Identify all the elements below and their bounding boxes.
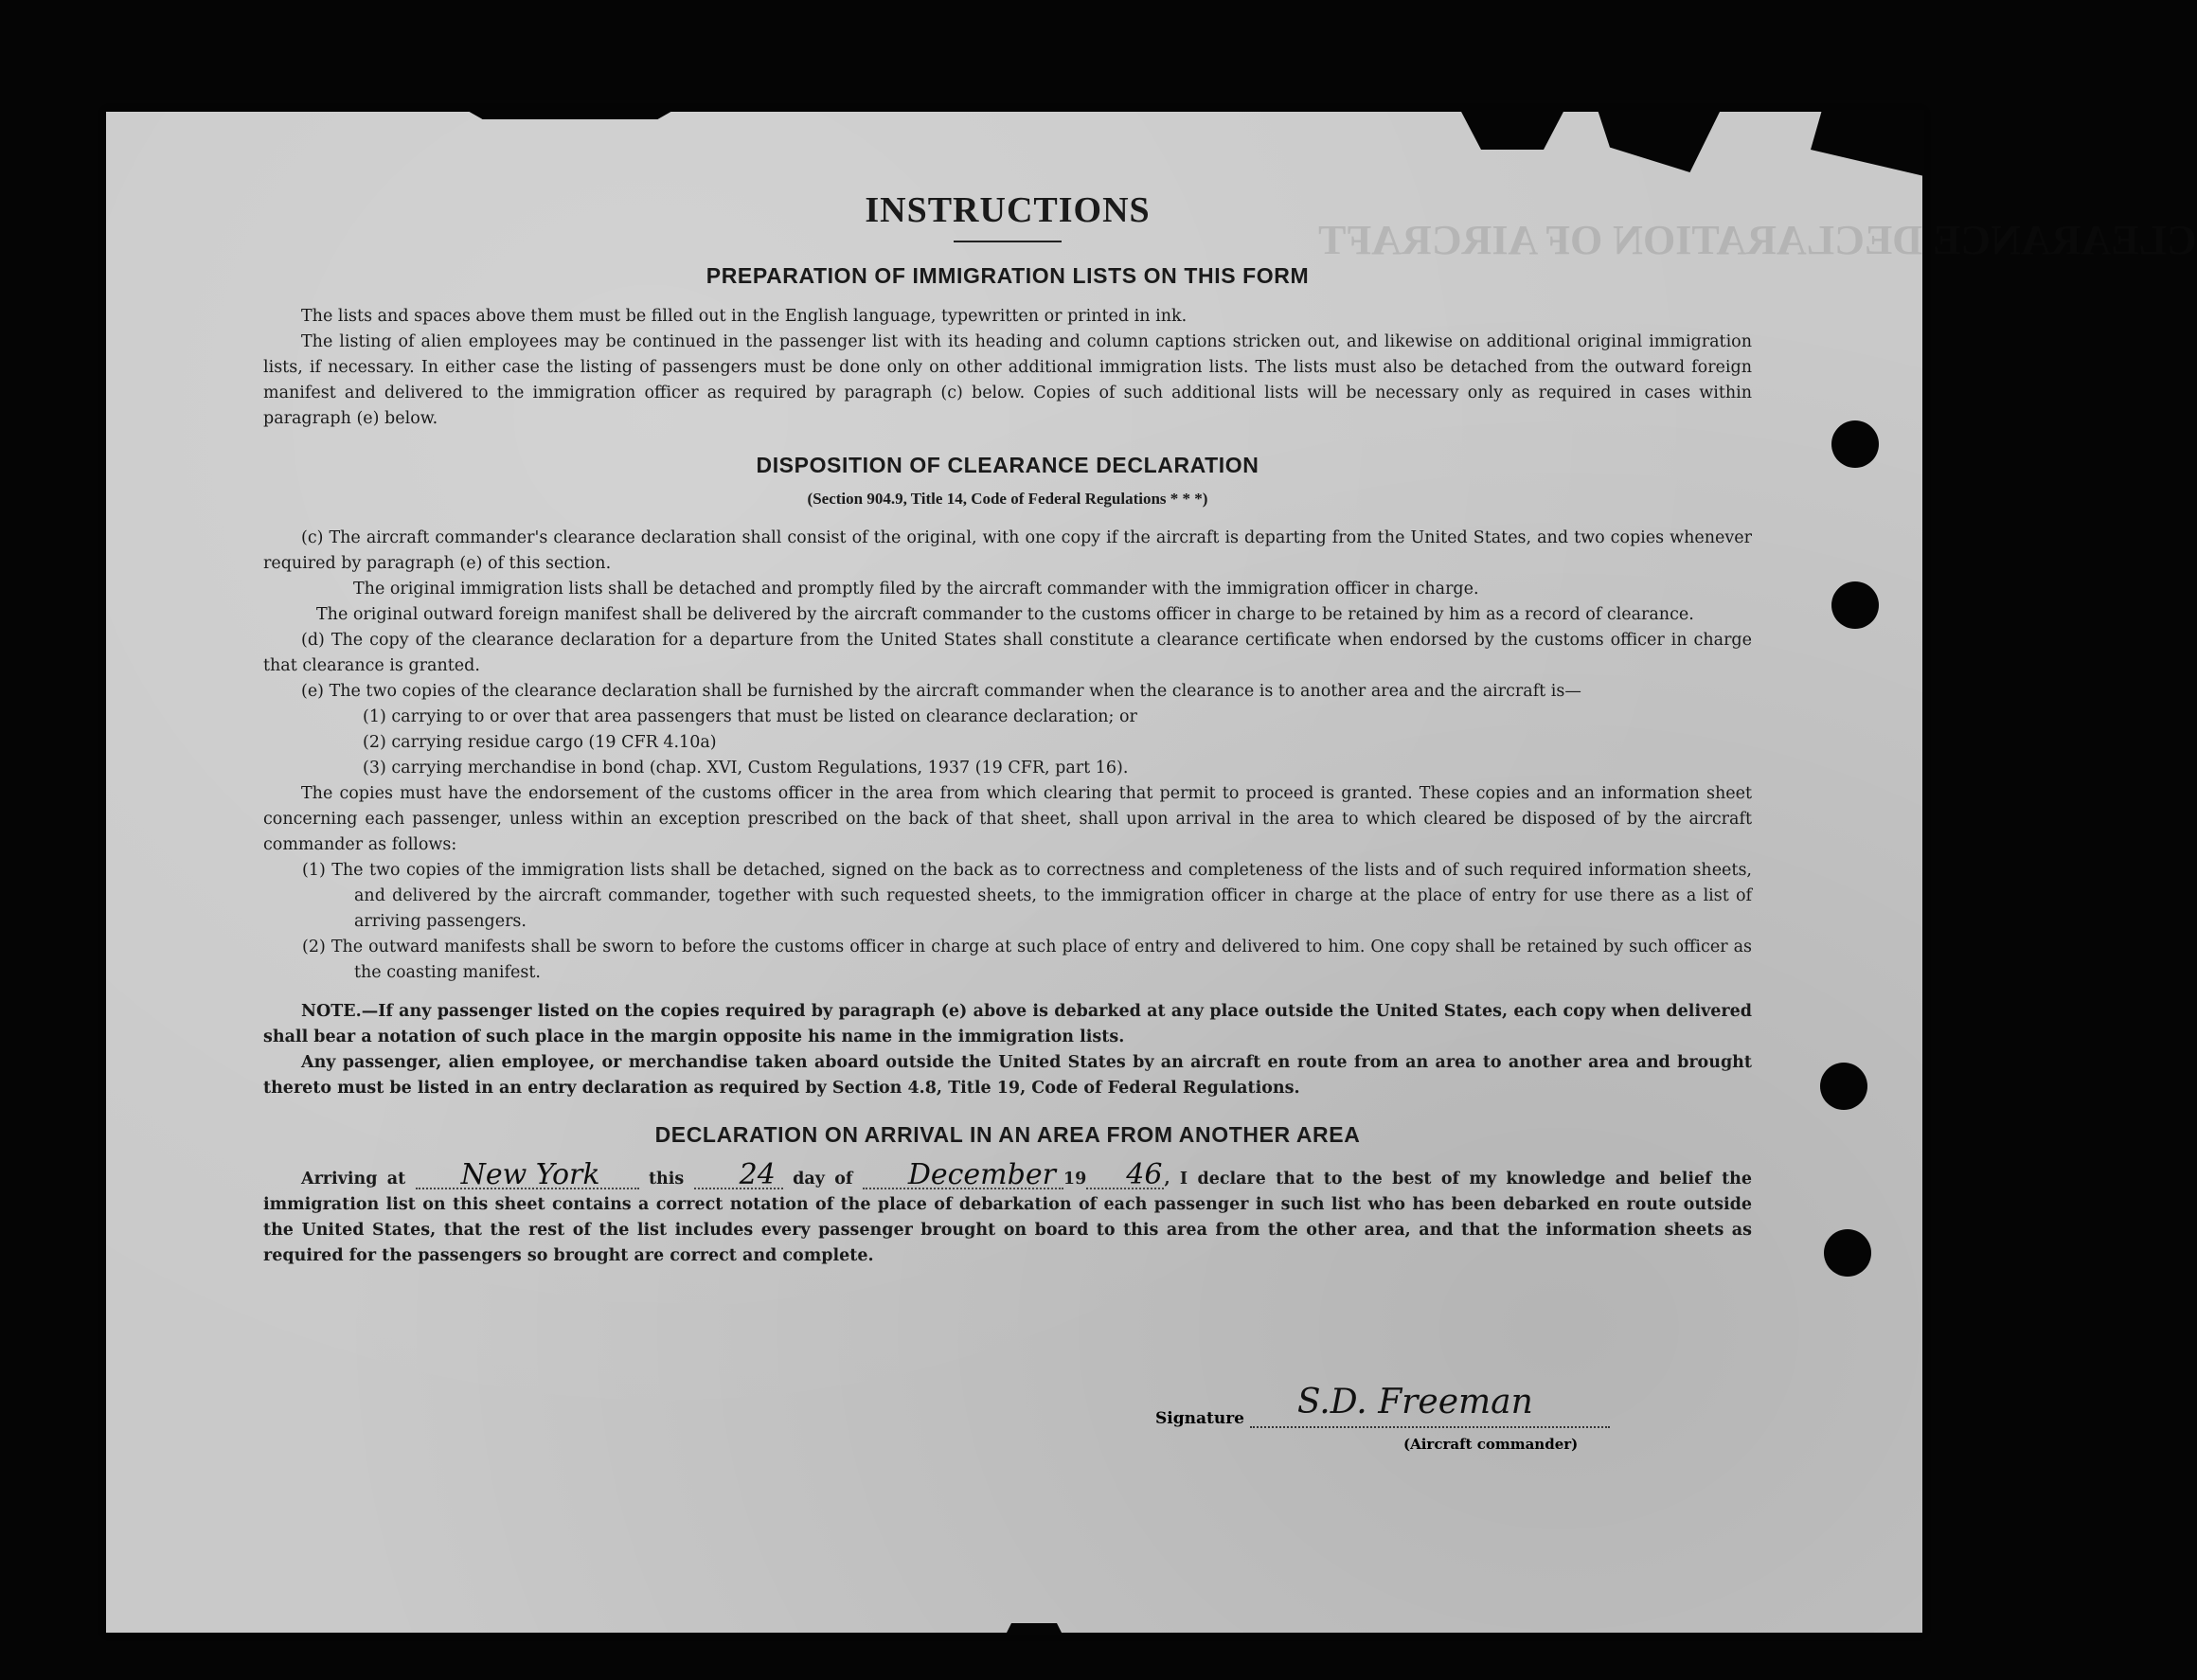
paragraph: The listing of alien employees may be continued in the passenger list with its heading and column captions stricken out, and likewise on additional original immigration lists, if necessary. In either case the listing of passengers must be done only on other additional immigration lists. The lists must also be detached from the outward foreign manifest and delivered to the immigration officer as required by paragraph (c) below. Copies of such additional lists will be necessary only as required in cases within paragraph (e) below.	[263, 332, 1752, 428]
year-field[interactable]: 46	[1086, 1163, 1164, 1189]
title-rule	[954, 241, 1062, 242]
binder-hole	[1820, 1063, 1867, 1110]
this-label: this	[648, 1170, 685, 1189]
page-title: INSTRUCTIONS	[865, 190, 1151, 230]
paragraph-e3: (3) carrying merchandise in bond (chap. XVI, Custom Regulations, 1937 (19 CFR, part 16).	[363, 759, 1129, 777]
signature-value: S.D. Freeman	[1296, 1383, 1533, 1421]
paragraph-e2: (2) carrying residue cargo (19 CFR 4.10a)	[363, 733, 717, 752]
torn-edge	[1006, 1623, 1063, 1635]
paragraph-c2: The original outward foreign manifest shall be delivered by the aircraft commander to the customs officer in charge to be retained by him as a record of clearance.	[316, 605, 1694, 624]
paragraph-e1: (1) carrying to or over that area passengers that must be listed on clearance declaration; or	[363, 707, 1137, 726]
torn-edge	[1811, 110, 1924, 176]
paragraph-d: (d) The copy of the clearance declaration for a departure from the United States shall constitute a clearance certificate when endorsed by the customs officer in charge that clearance is granted.	[263, 631, 1752, 675]
paragraph-f1: (1) The two copies of the immigration lists shall be detached, signed on the back as to correctness and completeness of the lists and of such required information sheets, and delivered by the aircraft commander, together with such requested sheets, to the immigration officer in charge at the place of entry for use there as a list of arriving passengers.	[302, 861, 1752, 931]
binder-hole	[1831, 420, 1879, 468]
instructions-content	[263, 180, 1752, 1269]
bleed-through-text: CLEARANCE DECLARATION OF AIRCRAFT	[1318, 217, 2197, 263]
month-field[interactable]: December	[863, 1163, 1063, 1189]
paragraph-copies: The copies must have the endorsement of the customs officer in the area from which clearing that permit to proceed is granted. These copies and an information sheet concerning each passenger, unless within an exception prescribed on the back of that sheet, shall upon arrival in the area to which cleared be disposed of by the aircraft commander as follows:	[263, 784, 1752, 854]
paragraph-note: NOTE.—If any passenger listed on the copies required by paragraph (e) above is debarked at any place outside the United States, each copy when delivered shall bear a notation of such place in the margin opposite his name in the immigration lists.	[263, 1002, 1752, 1046]
paragraph-c1: The original immigration lists shall be detached and promptly filed by the aircraft commander with the immigration officer in charge.	[353, 580, 1479, 599]
section-heading-declaration: DECLARATION ON ARRIVAL IN AN AREA FROM ANOTHER AREA	[654, 1122, 1361, 1147]
signature-label: Signature	[1155, 1409, 1244, 1428]
signature-field[interactable]	[1250, 1383, 1610, 1428]
section-heading-disposition: DISPOSITION OF CLEARANCE DECLARATION	[756, 453, 1259, 477]
torn-edge	[1598, 110, 1721, 172]
torn-edge	[466, 110, 674, 119]
section-heading-preparation: PREPARATION OF IMMIGRATION LISTS ON THIS FORM	[706, 263, 1310, 288]
paragraph: The lists and spaces above them must be filled out in the English language, typewritten or printed in ink.	[301, 307, 1188, 326]
section-citation: (Section 904.9, Title 14, Code of Federal Regulations * * *)	[807, 490, 1208, 508]
signature-block	[1155, 1383, 1648, 1453]
paragraph-any: Any passenger, alien employee, or merchandise taken aboard outside the United States by an aircraft en route from an area to another area and brought thereto must be listed in an entry declaration as required by Section 4.8, Title 19, Code of Federal Regulations.	[263, 1053, 1752, 1098]
binder-hole	[1824, 1229, 1871, 1277]
day-field[interactable]: 24	[694, 1163, 783, 1189]
day-of-label: day of	[793, 1170, 853, 1189]
signature-caption: (Aircraft commander)	[1403, 1436, 1579, 1453]
arriving-at-field[interactable]: New York	[416, 1163, 639, 1189]
paragraph-e: (e) The two copies of the clearance declaration shall be furnished by the aircraft commander when the clearance is to another area and the aircraft is—	[301, 682, 1581, 701]
declaration-body: , I declare that to the best of my knowledge and belief the immigration list on this sheet contains a correct notation of the place of debarkation of each passenger in such list who has been debarked en route outside the United States, that the rest of the list includes every passenger brought on board to this area from the other area, and that the information sheets as required for the passengers so brought are correct and complete.	[263, 1170, 1753, 1265]
binder-hole	[1831, 581, 1879, 629]
paragraph-c: (c) The aircraft commander's clearance declaration shall consist of the original, with one copy if the aircraft is departing from the United States, and two copies whenever required by paragraph (e) of this section.	[263, 528, 1752, 573]
arriving-at-label: Arriving at	[301, 1170, 406, 1189]
paragraph-f2: (2) The outward manifests shall be sworn to before the customs officer in charge at such place of entry and delivered to him. One copy shall be retained by such officer as the coasting manifest.	[302, 938, 1752, 982]
declaration-paragraph	[263, 1158, 1753, 1269]
year-prefix: 19	[1063, 1170, 1087, 1189]
torn-edge	[1460, 110, 1564, 150]
